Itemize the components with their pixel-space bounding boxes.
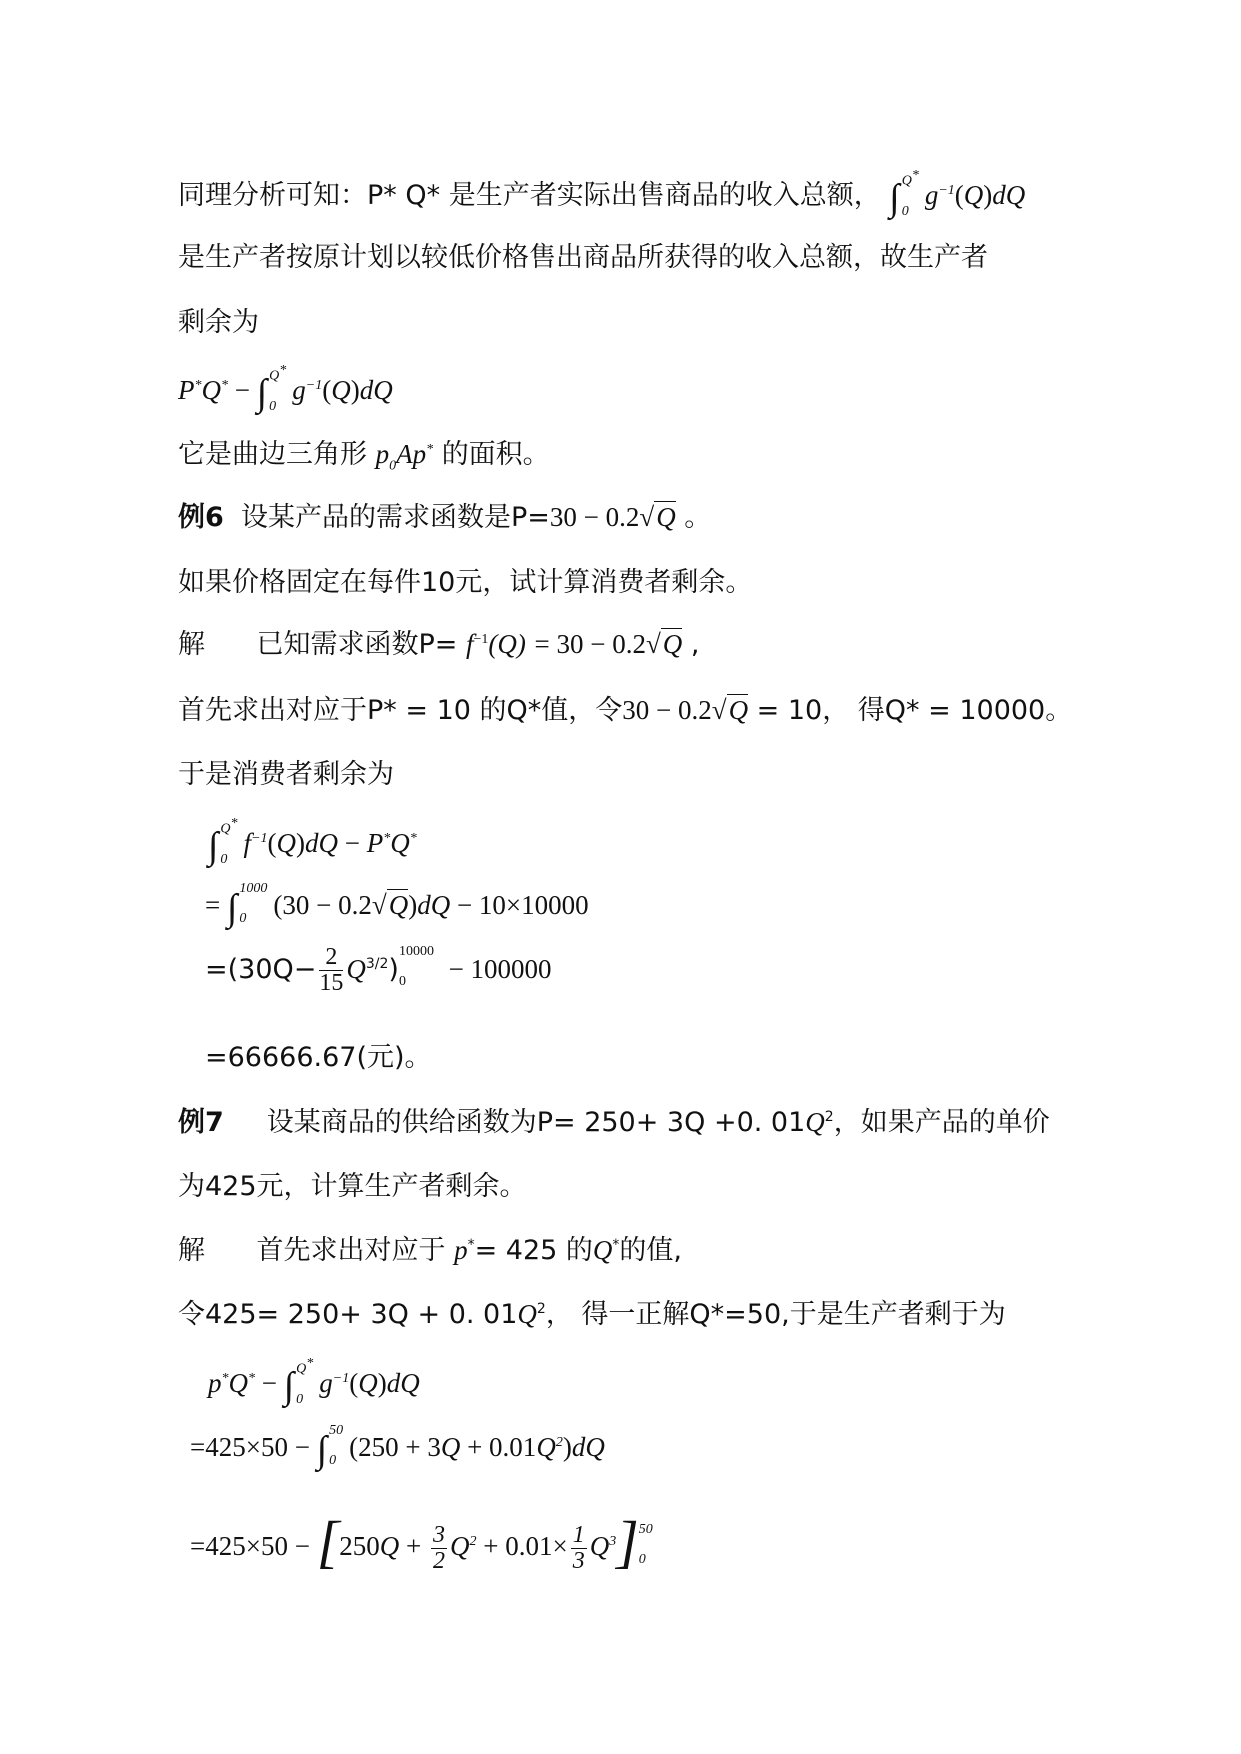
- text-line-1: [178, 167, 1026, 219]
- text-line-7: 如果价格固定在每件10元，试计算消费者剩余。: [178, 567, 753, 598]
- formula-producer-surplus-step-1: =425×50 − ∫ 50 0 $(250 + 3Q + 0.01Q^2)dQ$: [190, 1422, 605, 1471]
- text-line-2: 是生产者按原计划以较低价格售出商品所获得的收入总额，故生产者: [178, 242, 988, 273]
- text-line-16: 为425元，计算生产者剩余。: [178, 1171, 527, 1202]
- text-line-5: [178, 432, 550, 474]
- example-6-label: 例6: [178, 502, 224, 533]
- example-7-heading: 例7 设某商品的供给函数为P= 250+ 3Q +0. $01Q^2$，如果产品的单价: [178, 1107, 1050, 1138]
- line-5-text2: 的面积。: [441, 439, 550, 470]
- solution-6-line-2: 首先求出对应于P* = 10 的Q*值，令30 − 0.2√Q = 10， 得Q* = 10000。: [178, 695, 1073, 726]
- solution-7-line-1: 解 首先求出对应于 p*= 425 的Q*的值,: [178, 1235, 682, 1266]
- formula-producer-surplus: P*Q* − ∫ Q* 0 $g^{-1}(Q)dQ$: [178, 362, 393, 414]
- formula-consumer-surplus-step-1: = ∫ 1000 0 (30 − 0.2√Q)dQ − 10×10000: [205, 880, 589, 929]
- text-line-3: 剩余为: [178, 307, 259, 338]
- solution-7-line-2: 令425= 250+ 3Q + 0. $01Q^2$， 得一正解Q*=50,于是生产者剩于为: [178, 1299, 1006, 1330]
- solution-6-line-1: 解 已知需求函数$P= f^{-1}(Q) = 30 - 0.2√Q$ ,: [178, 629, 700, 660]
- formula-consumer-surplus: ∫ Q* 0 $f^{-1}(Q)dQ - P^*Q^*$: [208, 815, 417, 867]
- formula-consumer-surplus-result: =66666.67(元)。: [205, 1042, 432, 1073]
- example-6-heading: [178, 495, 711, 534]
- formula-producer-surplus-2: p*Q* − ∫ Q* 0 $g^{-1}(Q)dQ$: [208, 1355, 420, 1407]
- text-line-10: 于是消费者剩余为: [178, 759, 394, 790]
- curved-triangle-label: $p_0Ap^*$: [375, 439, 434, 474]
- formula-producer-surplus-step-2: =425×50 − [250Q + $\frac{3}{2}$ $Q^2 + 0.01\times$ $\frac{1}{3}$ $Q^3$] 50 0: [190, 1509, 653, 1575]
- line-1-text: 同理分析可知：P* Q* 是生产者实际出售商品的收入总额，: [178, 180, 881, 211]
- example-6-text: 设某产品的需求函数是P=30 − 0.2√Q 。: [240, 502, 712, 533]
- solution-6-label: 解: [178, 629, 205, 660]
- integral-g-inverse: ∫ Q* 0 $g^{-1}(Q)dQ$: [889, 167, 1026, 219]
- formula-consumer-surplus-step-2: =(30Q− $\frac{2}{15}$ $Q^{3/2}$) 10000 0 − 100000: [205, 943, 552, 997]
- example-7-label: 例7: [178, 1107, 224, 1138]
- line-5-text: 它是曲边三角形: [178, 439, 367, 470]
- solution-7-label: 解: [178, 1235, 205, 1266]
